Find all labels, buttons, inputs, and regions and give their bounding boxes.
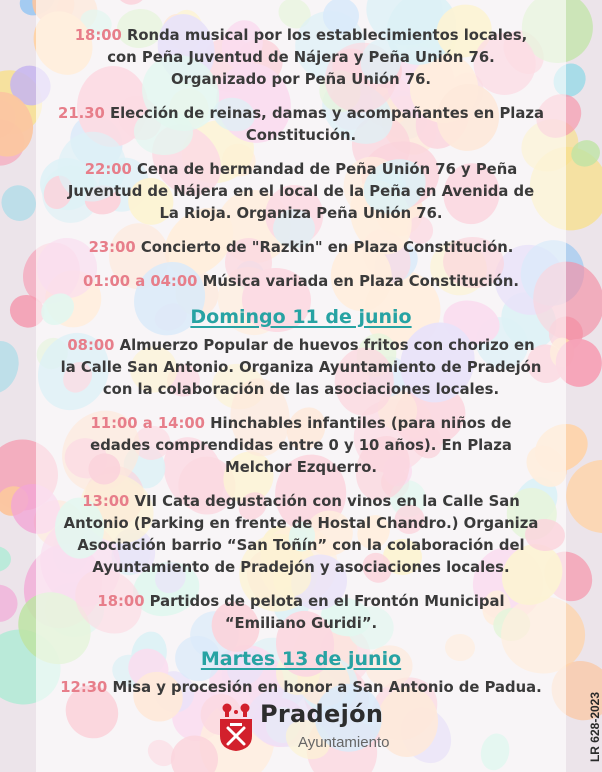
event-time: 13:00 [82, 493, 130, 510]
event-item [58, 491, 544, 579]
legal-deposit-code: LR 628-2023 [588, 691, 602, 763]
confetti-dot [0, 335, 26, 400]
event-item [58, 159, 544, 225]
event-time: 08:00 [67, 337, 115, 354]
event-description: Cena de hermandad de Peña Unión 76 y Peña Juventud de Nájera en el local de la Peña en Avenida de La Rioja. Organiza Peña Unión 76. [67, 161, 535, 222]
event-time: 18:00 [74, 27, 122, 44]
event-description: Música variada en Plaza Constitución. [197, 273, 520, 290]
event-time: 01:00 a 04:00 [82, 273, 198, 290]
event-description: VII Cata degustación con vinos en la Calle San Antonio (Parking en frente de Hostal Chandro.) Organiza Asociación barrio “San Toñín” con la colaboración del Ayuntamiento de Pradejón y asociaciones locales. [63, 493, 539, 576]
event-time: 18:00 [97, 593, 145, 610]
event-item [58, 237, 544, 259]
event-description: Elección de reinas, damas y acompañantes en Plaza Constitución. [104, 105, 544, 144]
event-description: Almuerzo Popular de huevos fritos con chorizo en la Calle San Antonio. Organiza Ayuntamiento de Pradejón con la colaboración de las asociaciones locales. [60, 337, 542, 398]
logo-title: Pradejón [260, 700, 384, 728]
event-time: 23:00 [88, 239, 136, 256]
event-time: 22:00 [84, 161, 132, 178]
event-description: Partidos de pelota en el Frontón Municipal “Emiliano Guridi”. [144, 593, 505, 632]
event-description: Misa y procesión en honor a San Antonio de Padua. [107, 679, 542, 696]
event-item [58, 677, 544, 699]
confetti-dot [0, 546, 11, 573]
event-item [58, 103, 544, 147]
event-time: 21.30 [58, 105, 105, 122]
event-description: Concierto de "Razkin" en Plaza Constitución. [135, 239, 514, 256]
event-description: Hinchables infantiles (para niños de edades comprendidas entre 0 y 10 años). En Plaza Melchor Ezquerro. [90, 415, 512, 476]
day-heading-tuesday: Martes 13 de junio [200, 648, 402, 670]
pradejon-coat-of-arms-icon [218, 702, 254, 752]
event-item [58, 413, 544, 479]
event-description: Ronda musical por los establecimientos locales, con Peña Juventud de Nájera y Peña Unión 76. Organizado por Peña Unión 76. [107, 27, 528, 88]
event-item [58, 271, 544, 293]
event-item [58, 25, 544, 91]
logo-subtitle: Ayuntamiento [298, 734, 390, 751]
event-item [58, 591, 544, 635]
event-time: 12:30 [60, 679, 108, 696]
event-time: 11:00 a 14:00 [90, 415, 205, 432]
day-heading-sunday: Domingo 11 de junio [190, 306, 412, 328]
pradejon-logo [218, 698, 418, 758]
event-item [58, 335, 544, 401]
program-content [58, 25, 544, 711]
